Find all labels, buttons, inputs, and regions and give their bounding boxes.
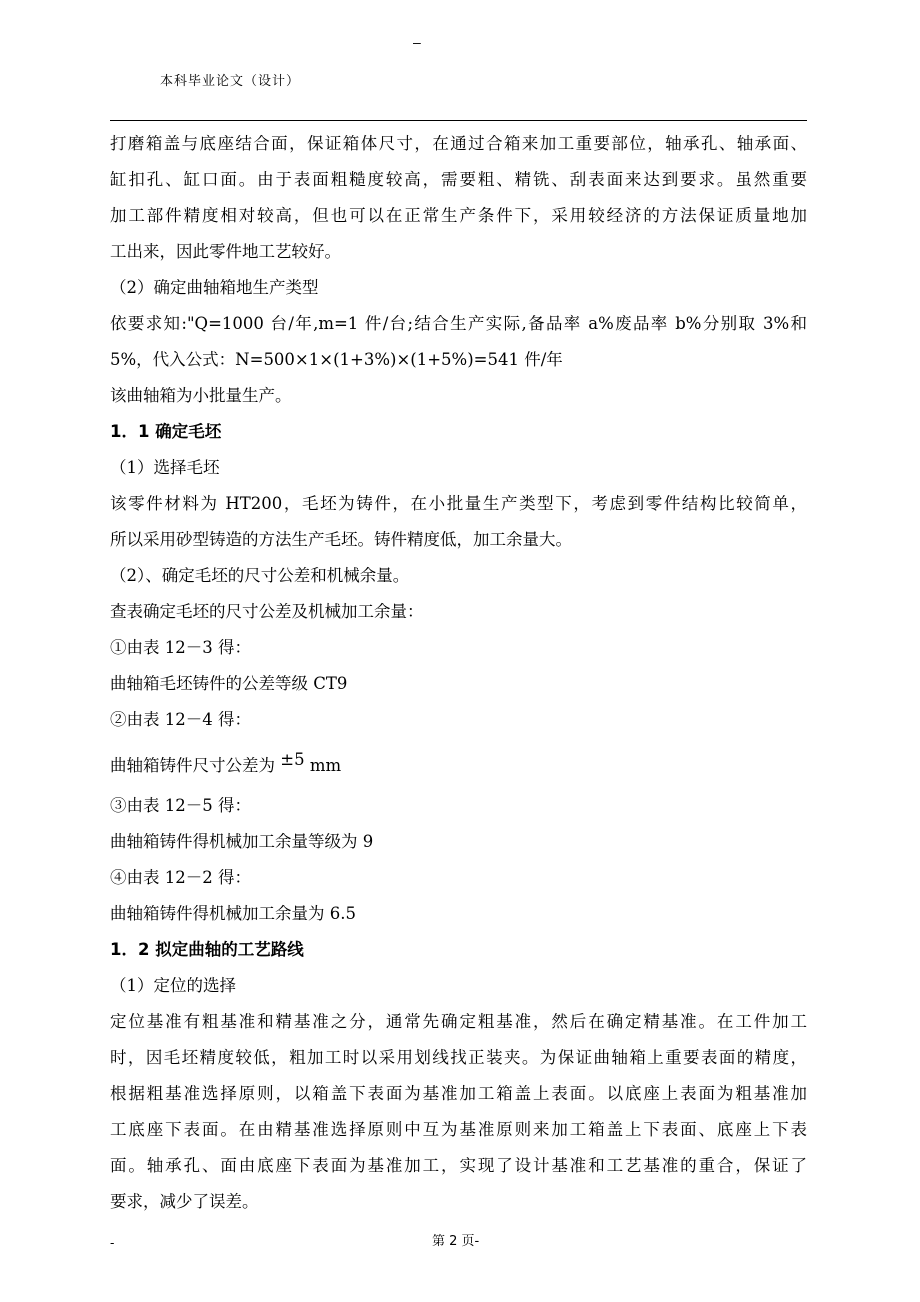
paragraph-line: 要求，减少了误差。 xyxy=(110,1192,259,1211)
body-text xyxy=(110,126,807,1220)
list-item-text: 曲轴箱毛坯铸件的公差等级 CT9 xyxy=(110,674,348,693)
paragraph-line: 工底座下表面。在由精基准选择原则中互为基准原则来加工箱盖上下表面、底座上下表 xyxy=(110,1120,807,1139)
paragraph-line: 依要求知:"Q=1000 台/年,m=1 件/台;结合生产实际,备品率 a%废品率 b%分别取 3%和 xyxy=(110,314,807,333)
tolerance-text: 曲轴箱铸件尺寸公差为 xyxy=(110,756,281,775)
list-item-text: 曲轴箱铸件得机械加工余量为 6.5 xyxy=(110,904,356,923)
paragraph-line: 打磨箱盖与底座结合面，保证箱体尺寸，在通过合箱来加工重要部位，轴承孔、轴承面、 xyxy=(110,134,807,153)
tolerance-line xyxy=(110,738,807,788)
list-item-label: ④由表 12－2 得： xyxy=(110,868,251,887)
list-item-label: ③由表 12－5 得： xyxy=(110,796,251,815)
subsection-title: （1）选择毛坯 xyxy=(110,458,220,477)
tolerance-value: ±5 xyxy=(280,750,305,769)
list-item-text: 曲轴箱铸件得机械加工余量等级为 9 xyxy=(110,832,374,851)
list-item-label: ②由表 12－4 得： xyxy=(110,710,251,729)
paragraph-line: 加工部件精度相对较高，但也可以在正常生产条件下，采用较经济的方法保证质量地加 xyxy=(110,206,807,225)
paragraph-line: 缸扣孔、缸口面。由于表面粗糙度较高，需要粗、精铣、刮表面来达到要求。虽然重要 xyxy=(110,170,807,189)
paragraph-line: 时，因毛坯精度较低，粗加工时以采用划线找正装夹。为保证曲轴箱上重要表面的精度， xyxy=(110,1048,807,1067)
section-heading: 1．2 拟定曲轴的工艺路线 xyxy=(110,940,304,959)
tolerance-unit: mm xyxy=(304,756,342,775)
paragraph-line: 5%，代入公式：N=500×1×(1+3%)×(1+5%)=541 件/年 xyxy=(110,350,563,369)
paragraph-line: 查表确定毛坯的尺寸公差及机械加工余量： xyxy=(110,602,424,621)
subsection-title: （2）确定曲轴箱地生产类型 xyxy=(110,278,319,297)
paragraph-line: 该零件材料为 HT200，毛坯为铸件，在小批量生产类型下，考虑到零件结构比较简单， xyxy=(110,494,807,513)
paragraph-line: 面。轴承孔、面由底座下表面为基准加工，实现了设计基准和工艺基准的重合，保证了 xyxy=(110,1156,807,1175)
paragraph-line: 定位基准有粗基准和精基准之分，通常先确定粗基准，然后在确定精基准。在工件加工 xyxy=(110,1012,807,1031)
page-number: 第 2 页- xyxy=(432,1234,480,1249)
top-mark: – xyxy=(413,34,421,50)
paragraph-line: 所以采用砂型铸造的方法生产毛坯。铸件精度低，加工余量大。 xyxy=(110,530,572,549)
paragraph-line: 工出来，因此零件地工艺较好。 xyxy=(110,242,341,261)
footer-left-mark: - xyxy=(110,1236,115,1251)
subsection-title: （2）、确定毛坯的尺寸公差和机械余量。 xyxy=(110,566,410,585)
list-item-label: ①由表 12－3 得： xyxy=(110,638,251,657)
section-heading: 1．1 确定毛坯 xyxy=(110,422,222,441)
subsection-title: （1）定位的选择 xyxy=(110,976,236,995)
paragraph-line: 该曲轴箱为小批量生产。 xyxy=(110,386,292,405)
running-title: 本科毕业论文（设计） xyxy=(160,74,301,89)
header-rule xyxy=(110,120,807,121)
paragraph-line: 根据粗基准选择原则，以箱盖下表面为基准加工箱盖上表面。以底座上表面为粗基准加 xyxy=(110,1084,807,1103)
